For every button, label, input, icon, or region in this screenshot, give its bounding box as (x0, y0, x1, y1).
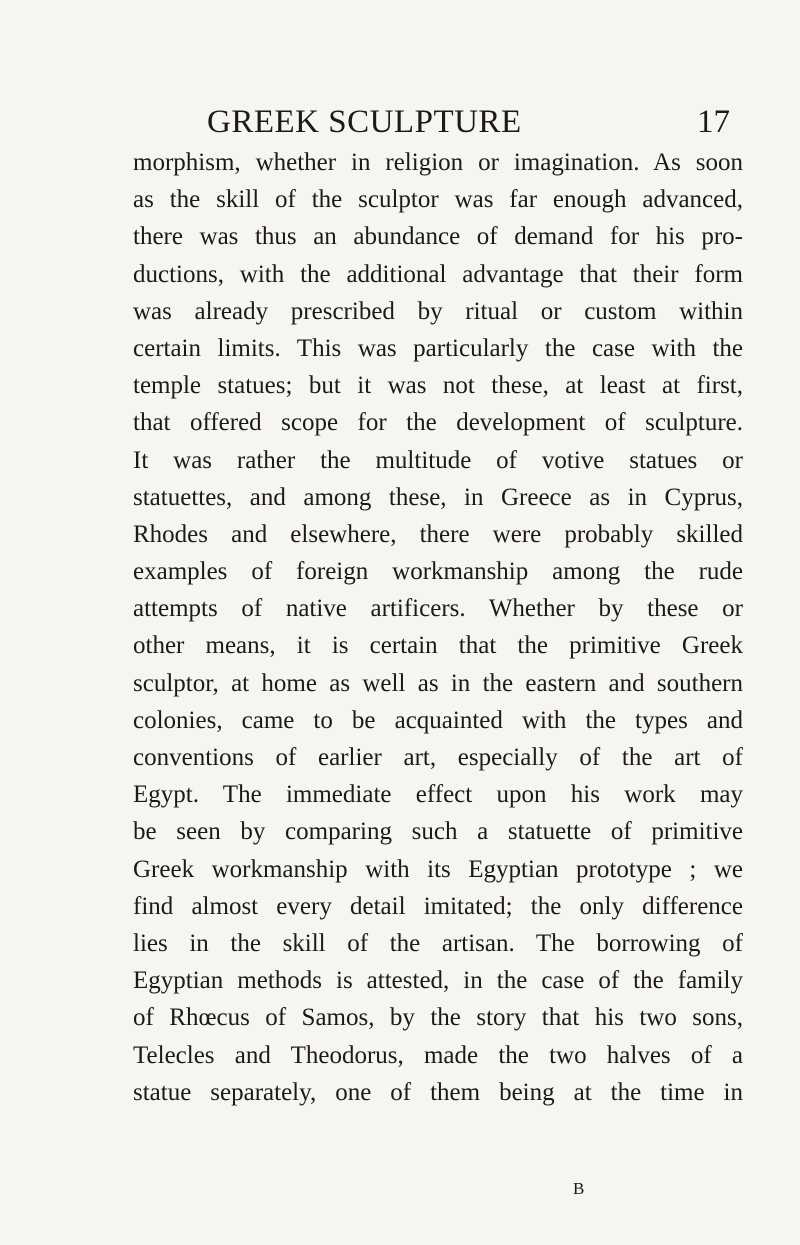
text-line: temple statues; but it was not these, at least at first, (133, 372, 743, 400)
text-line: was already prescribed by ritual or custom within (133, 297, 743, 325)
text-line: Egyptian methods is attested, in the case of the family (133, 967, 743, 995)
text-line: Egypt. The immediate effect upon his work may (133, 781, 743, 809)
text-line: attempts of native artificers. Whether by these or (133, 595, 743, 623)
text-line: It was rather the multitude of votive statues or (133, 446, 743, 474)
text-line: examples of foreign workmanship among the rude (133, 558, 743, 586)
text-line: Telecles and Theodorus, made the two halves of a (133, 1041, 743, 1069)
text-line: colonies, came to be acquainted with the types and (133, 706, 743, 734)
text-line: statuettes, and among these, in Greece as in Cyprus, (133, 483, 743, 511)
body-text (133, 144, 743, 1111)
signature-mark: B (573, 1179, 585, 1198)
text-line: Rhodes and elsewhere, there were probably skilled (133, 520, 743, 548)
text-line: as the skill of the sculptor was far enough advanced, (133, 186, 743, 214)
text-line: find almost every detail imitated; the only difference (133, 892, 743, 920)
text-line: there was thus an abundance of demand for his pro- (133, 223, 743, 251)
text-line: statue separately, one of them being at the time in (133, 1078, 743, 1106)
text-line: that offered scope for the development of sculpture. (133, 409, 743, 437)
text-line: certain limits. This was particularly the case with the (133, 334, 743, 362)
text-line: lies in the skill of the artisan. The borrowing of (133, 929, 743, 957)
running-title: GREEK SCULPTURE (207, 104, 522, 140)
text-line: ductions, with the additional advantage that their form (133, 260, 743, 288)
text-line: sculptor, at home as well as in the eastern and southern (133, 669, 743, 697)
text-line: conventions of earlier art, especially of the art of (133, 744, 743, 771)
text-line: of Rhœcus of Samos, by the story that his two sons, (133, 1004, 743, 1032)
text-line: be seen by comparing such a statuette of primitive (133, 818, 743, 846)
text-line: morphism, whether in religion or imagination. As soon (133, 149, 743, 176)
text-line: other means, it is certain that the primitive Greek (133, 632, 743, 660)
text-line: Greek workmanship with its Egyptian prototype ; we (133, 855, 743, 883)
page-number: 17 (697, 104, 730, 140)
